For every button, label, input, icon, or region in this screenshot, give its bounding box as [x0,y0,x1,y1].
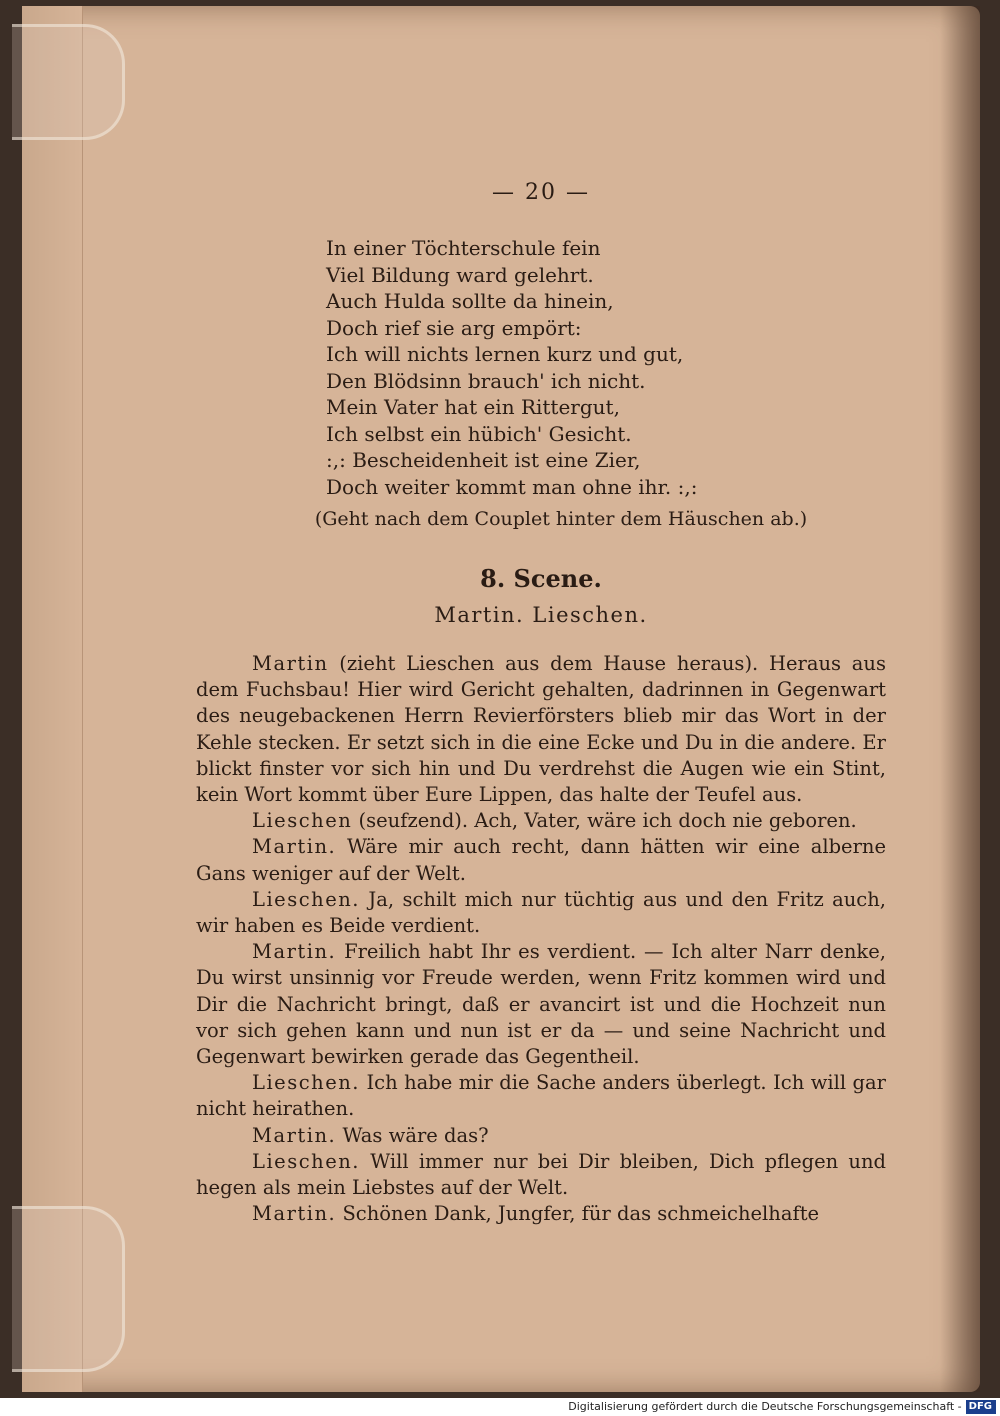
speaker-name: Martin. [252,835,337,859]
poem-line: In einer Töchterschule fein [326,236,601,260]
scene-title: 8. Scene. [480,564,602,593]
poem-line: Ich will nichts lernen kurz und gut, [326,342,684,366]
dialogue-text: Freilich habt Ihr es verdient. — Ich alter Narr denke, Du wirst unsinnig vor Freude werden, wenn Fritz kommen wird und Dir die Nachricht bringt, daß er avancirt ist und die Hochzeit nun vor sich gehen kann und nun ist er da — und seine Nachricht und Gegenwart bewirken gerade das Gegentheil. [196,940,886,1069]
dialogue-text: (seufzend). Ach, Vater, wäre ich doch nie geboren. [358,809,857,833]
dialogue-paragraph [196,834,886,886]
poem-line: Ich selbst ein hübich' Gesicht. [326,421,632,446]
footer-text: Digitalisierung gefördert durch die Deutsche Forschungsgemeinschaft - [568,1400,962,1413]
poem-line: Mein Vater hat ein Rittergut, [326,395,620,419]
speaker-name: Martin [252,652,329,675]
dialogue-paragraph [196,1201,886,1227]
dialogue-paragraph [196,939,886,1070]
speaker-name: Lieschen. [252,1149,361,1173]
stage-direction: (Geht nach dem Couplet hinter dem Häuschen ab.) [314,508,808,530]
dialogue-paragraph [196,887,886,939]
poem-line: Doch weiter kommt man ohne ihr. :,: [326,474,698,499]
speaker-name: Martin. [252,940,337,964]
dialogue-paragraph [196,1149,886,1201]
speaker-name: Lieschen. [252,887,361,911]
spine-shadow [940,6,980,1392]
poem-line: Doch rief sie arg empört: [326,315,582,340]
digitization-footer [0,1398,1000,1416]
poem-line: :,: Bescheidenheit ist eine Zier, [326,448,641,472]
dialogue [196,651,886,1227]
poem [326,235,886,500]
poem-line: Viel Bildung ward gelehrt. [326,262,594,287]
dialogue-paragraph [196,808,886,834]
page-clip-bottom [12,1206,125,1372]
poem-line: Den Blödsinn brauch' ich nicht. [326,368,646,393]
dialogue-text: Will immer nur bei Dir bleiben, Dich pflegen und hegen als mein Liebstes auf der Welt. [196,1149,886,1200]
dialogue-text: Ich habe mir die Sache anders überlegt. Ich will gar nicht heirathen. [196,1071,886,1121]
dialogue-text: Ja, schilt mich nur tüchtig aus und den Fritz auch, wir haben es Beide verdient. [196,887,886,938]
page-number: — 20 — [492,180,590,205]
speaker-name: Martin. [252,1202,337,1226]
dialogue-text: Schönen Dank, Jungfer, für das schmeichelhafte [342,1202,820,1226]
dfg-logo-icon: DFG [966,1400,996,1414]
scene-persons: Martin. Lieschen. [434,603,648,627]
speaker-name: Lieschen [252,809,353,833]
dialogue-paragraph [196,651,886,808]
dialogue-paragraph [196,1123,886,1149]
speaker-name: Martin. [252,1123,337,1147]
dialogue-text: Was wäre das? [342,1123,489,1147]
page-text [196,180,886,1227]
poem-line: Auch Hulda sollte da hinein, [326,289,614,313]
speaker-name: Lieschen. [252,1071,361,1095]
page-stack-edge [22,6,83,1392]
page-clip-top [12,24,125,140]
dialogue-paragraph [196,1070,886,1122]
dialogue-text: Wäre mir auch recht, dann hätten wir eine alberne Gans weniger auf der Welt. [196,835,887,885]
dialogue-text: (zieht Lieschen aus dem Hause heraus). Heraus aus dem Fuchsbau! Hier wird Gericht gehalten, dadrinnen in Gegenwart des neugebackenen Herrn Revierförsters blieb mir das Wort in der Kehle stecken. Er setzt sich in die eine Ecke und Du in die andere. Er blickt finster vor sich hin und Du verdrehst die Augen wie ein Stint, kein Wort kommt über Eure Lippen, das halte der Teufel aus. [196,652,886,807]
